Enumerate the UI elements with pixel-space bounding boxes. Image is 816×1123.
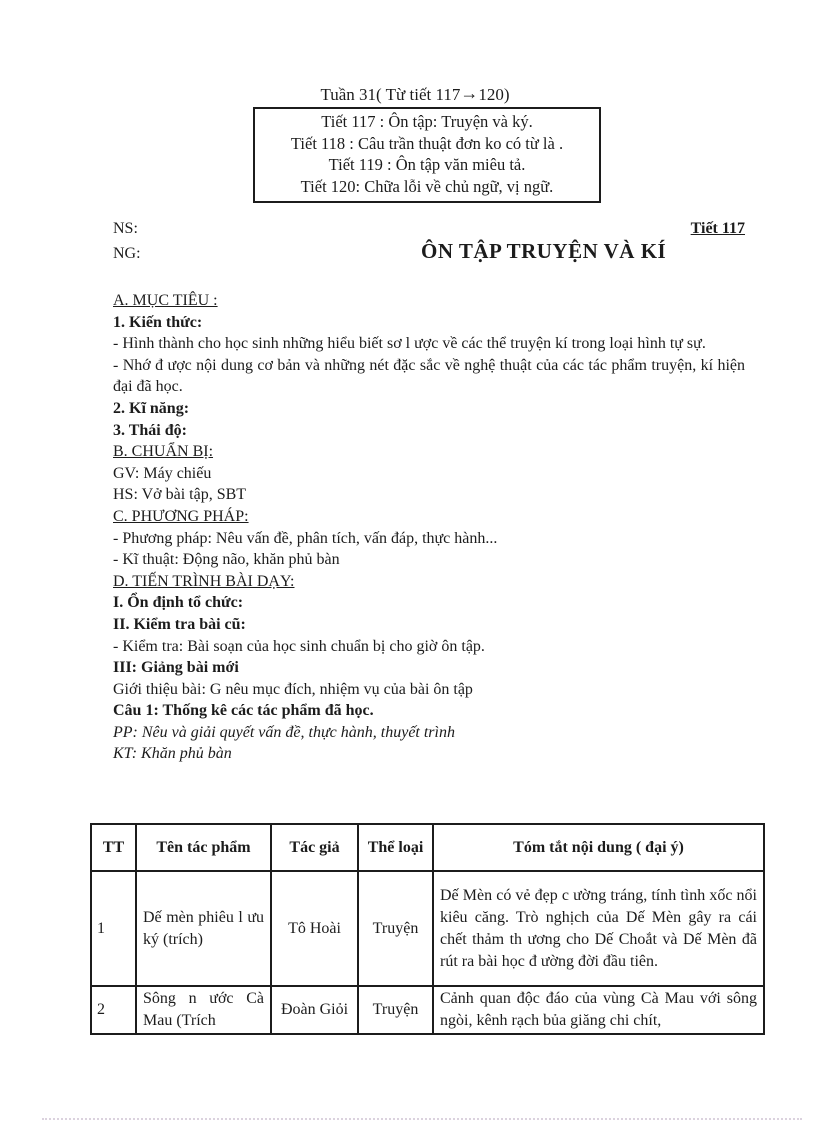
paragraph-ki-thuat: - Kĩ thuật: Động não, khăn phủ bàn: [113, 551, 340, 569]
header-cell-ten: Tên tác phẩm: [136, 824, 271, 871]
section-heading-chuan-bi: B. CHUẨN BỊ:: [113, 443, 214, 461]
cell-ten: Sông n ước Cà Mau (Trích: [136, 986, 271, 1034]
section-heading-tien-trinh: D. TIẾN TRÌNH BÀI DẠY:: [113, 572, 295, 590]
subheading-ki-nang: 2. Kĩ năng:: [113, 399, 190, 417]
week-title-prefix: Tuần 31( Từ tiết 117: [320, 85, 461, 104]
meta-line-ns: [113, 218, 745, 240]
paragraph-gv: GV: Máy chiếu: [113, 464, 212, 482]
subheading-thai-do: 3. Thái độ:: [113, 421, 187, 439]
period-label: Tiết 117: [690, 220, 745, 237]
cell-theloai: Truyện: [358, 871, 433, 986]
works-summary-table: [90, 823, 765, 1035]
header-cell-tt: TT: [91, 824, 136, 871]
paragraph-kt: KT: Khăn phủ bàn: [113, 745, 232, 763]
cell-tt: 2: [91, 986, 136, 1034]
subheading-kien-thuc: 1. Kiến thức:: [113, 313, 203, 331]
cell-tomtat: Cảnh quan độc đáo của vùng Cà Mau với sông ngòi, kênh rạch bủa giăng chi chít,: [433, 986, 764, 1034]
ng-label: NG:: [113, 245, 141, 262]
schedule-line-tiet-118: Tiết 118 : Câu trần thuật đơn ko có từ là .: [290, 133, 564, 153]
schedule-line-tiet-117: Tiết 117 : Ôn tập: Truyện và ký.: [321, 112, 533, 131]
paragraph-kiem-tra: - Kiểm tra: Bài soạn của học sinh chuẩn bị cho giờ ôn tập.: [113, 637, 485, 655]
table-header-row: [91, 824, 764, 871]
section-heading-phuong-phap: C. PHƯƠNG PHÁP:: [113, 507, 249, 525]
week-title-suffix: 120): [478, 85, 510, 104]
subheading-kiem-tra: II. Kiểm tra bài cũ:: [113, 615, 246, 633]
lesson-title: ÔN TẬP TRUYỆN VÀ KÍ: [421, 239, 667, 263]
cell-theloai: Truyện: [358, 986, 433, 1034]
cell-tacgia: Đoàn Giỏi: [271, 986, 358, 1034]
paragraph-phuong-phap: - Phương pháp: Nêu vấn đề, phân tích, vấn đáp, thực hành...: [113, 529, 498, 547]
paragraph-nho-duoc: - Nhớ đ ược nội dung cơ bản và những nét đặc sắc về nghệ thuật của các tác phẩm truyện, kí hiện đại đã học.: [113, 356, 745, 396]
subheading-giang-bai-moi: III: Giảng bài mới: [113, 659, 239, 677]
paragraph-gioi-thieu: Giới thiệu bài: G nêu mục đích, nhiệm vụ của bài ôn tập: [113, 680, 473, 698]
page-bottom-divider: [42, 1118, 802, 1120]
cell-ten: Dế mèn phiêu l ưu ký (trích): [136, 871, 271, 986]
schedule-line-tiet-120: Tiết 120: Chữa lỗi về chủ ngữ, vị ngữ.: [300, 176, 554, 196]
ns-label: NS:: [113, 220, 138, 237]
header-cell-tacgia: Tác giả: [271, 824, 358, 871]
subheading-on-dinh: I. Ổn định tổ chức:: [113, 594, 244, 612]
arrow-right-icon: →: [460, 83, 479, 103]
schedule-line-tiet-119: Tiết 119 : Ôn tập văn miêu tả.: [328, 155, 526, 174]
schedule-box: [253, 107, 601, 203]
paragraph-pp: PP: Nêu và giải quyết vấn đề, thực hành, thuyết trình: [113, 723, 455, 741]
subheading-cau-1: Câu 1: Thống kê các tác phẩm đã học.: [113, 702, 374, 720]
table-row: [91, 871, 764, 986]
week-title: [0, 82, 816, 106]
section-heading-muc-tieu: A. MỤC TIÊU :: [113, 292, 218, 309]
cell-tomtat: Dế Mèn có vẻ đẹp c ường tráng, tính tình xốc nổi kiêu căng. Trò nghịch của Dế Mèn gây ra cái chết thảm th ương cho Dế Choắt và Dế Mèn đã rút ra bài học đ ường đời đầu tiên.: [433, 871, 764, 986]
paragraph-hinh-thanh: - Hình thành cho học sinh những hiểu biết sơ l ược về các thể truyện kí trong loại hình tự sự.: [113, 335, 706, 353]
header-cell-tomtat: Tóm tắt nội dung ( đại ý): [433, 824, 764, 871]
header-cell-theloai: Thể loại: [358, 824, 433, 871]
meta-block: [113, 218, 745, 266]
paragraph-hs: HS: Vở bài tập, SBT: [113, 486, 247, 504]
cell-tacgia: Tô Hoài: [271, 871, 358, 986]
meta-line-ng: [113, 239, 745, 266]
body-text: [113, 290, 745, 765]
cell-tt: 1: [91, 871, 136, 986]
table-row: [91, 986, 764, 1034]
